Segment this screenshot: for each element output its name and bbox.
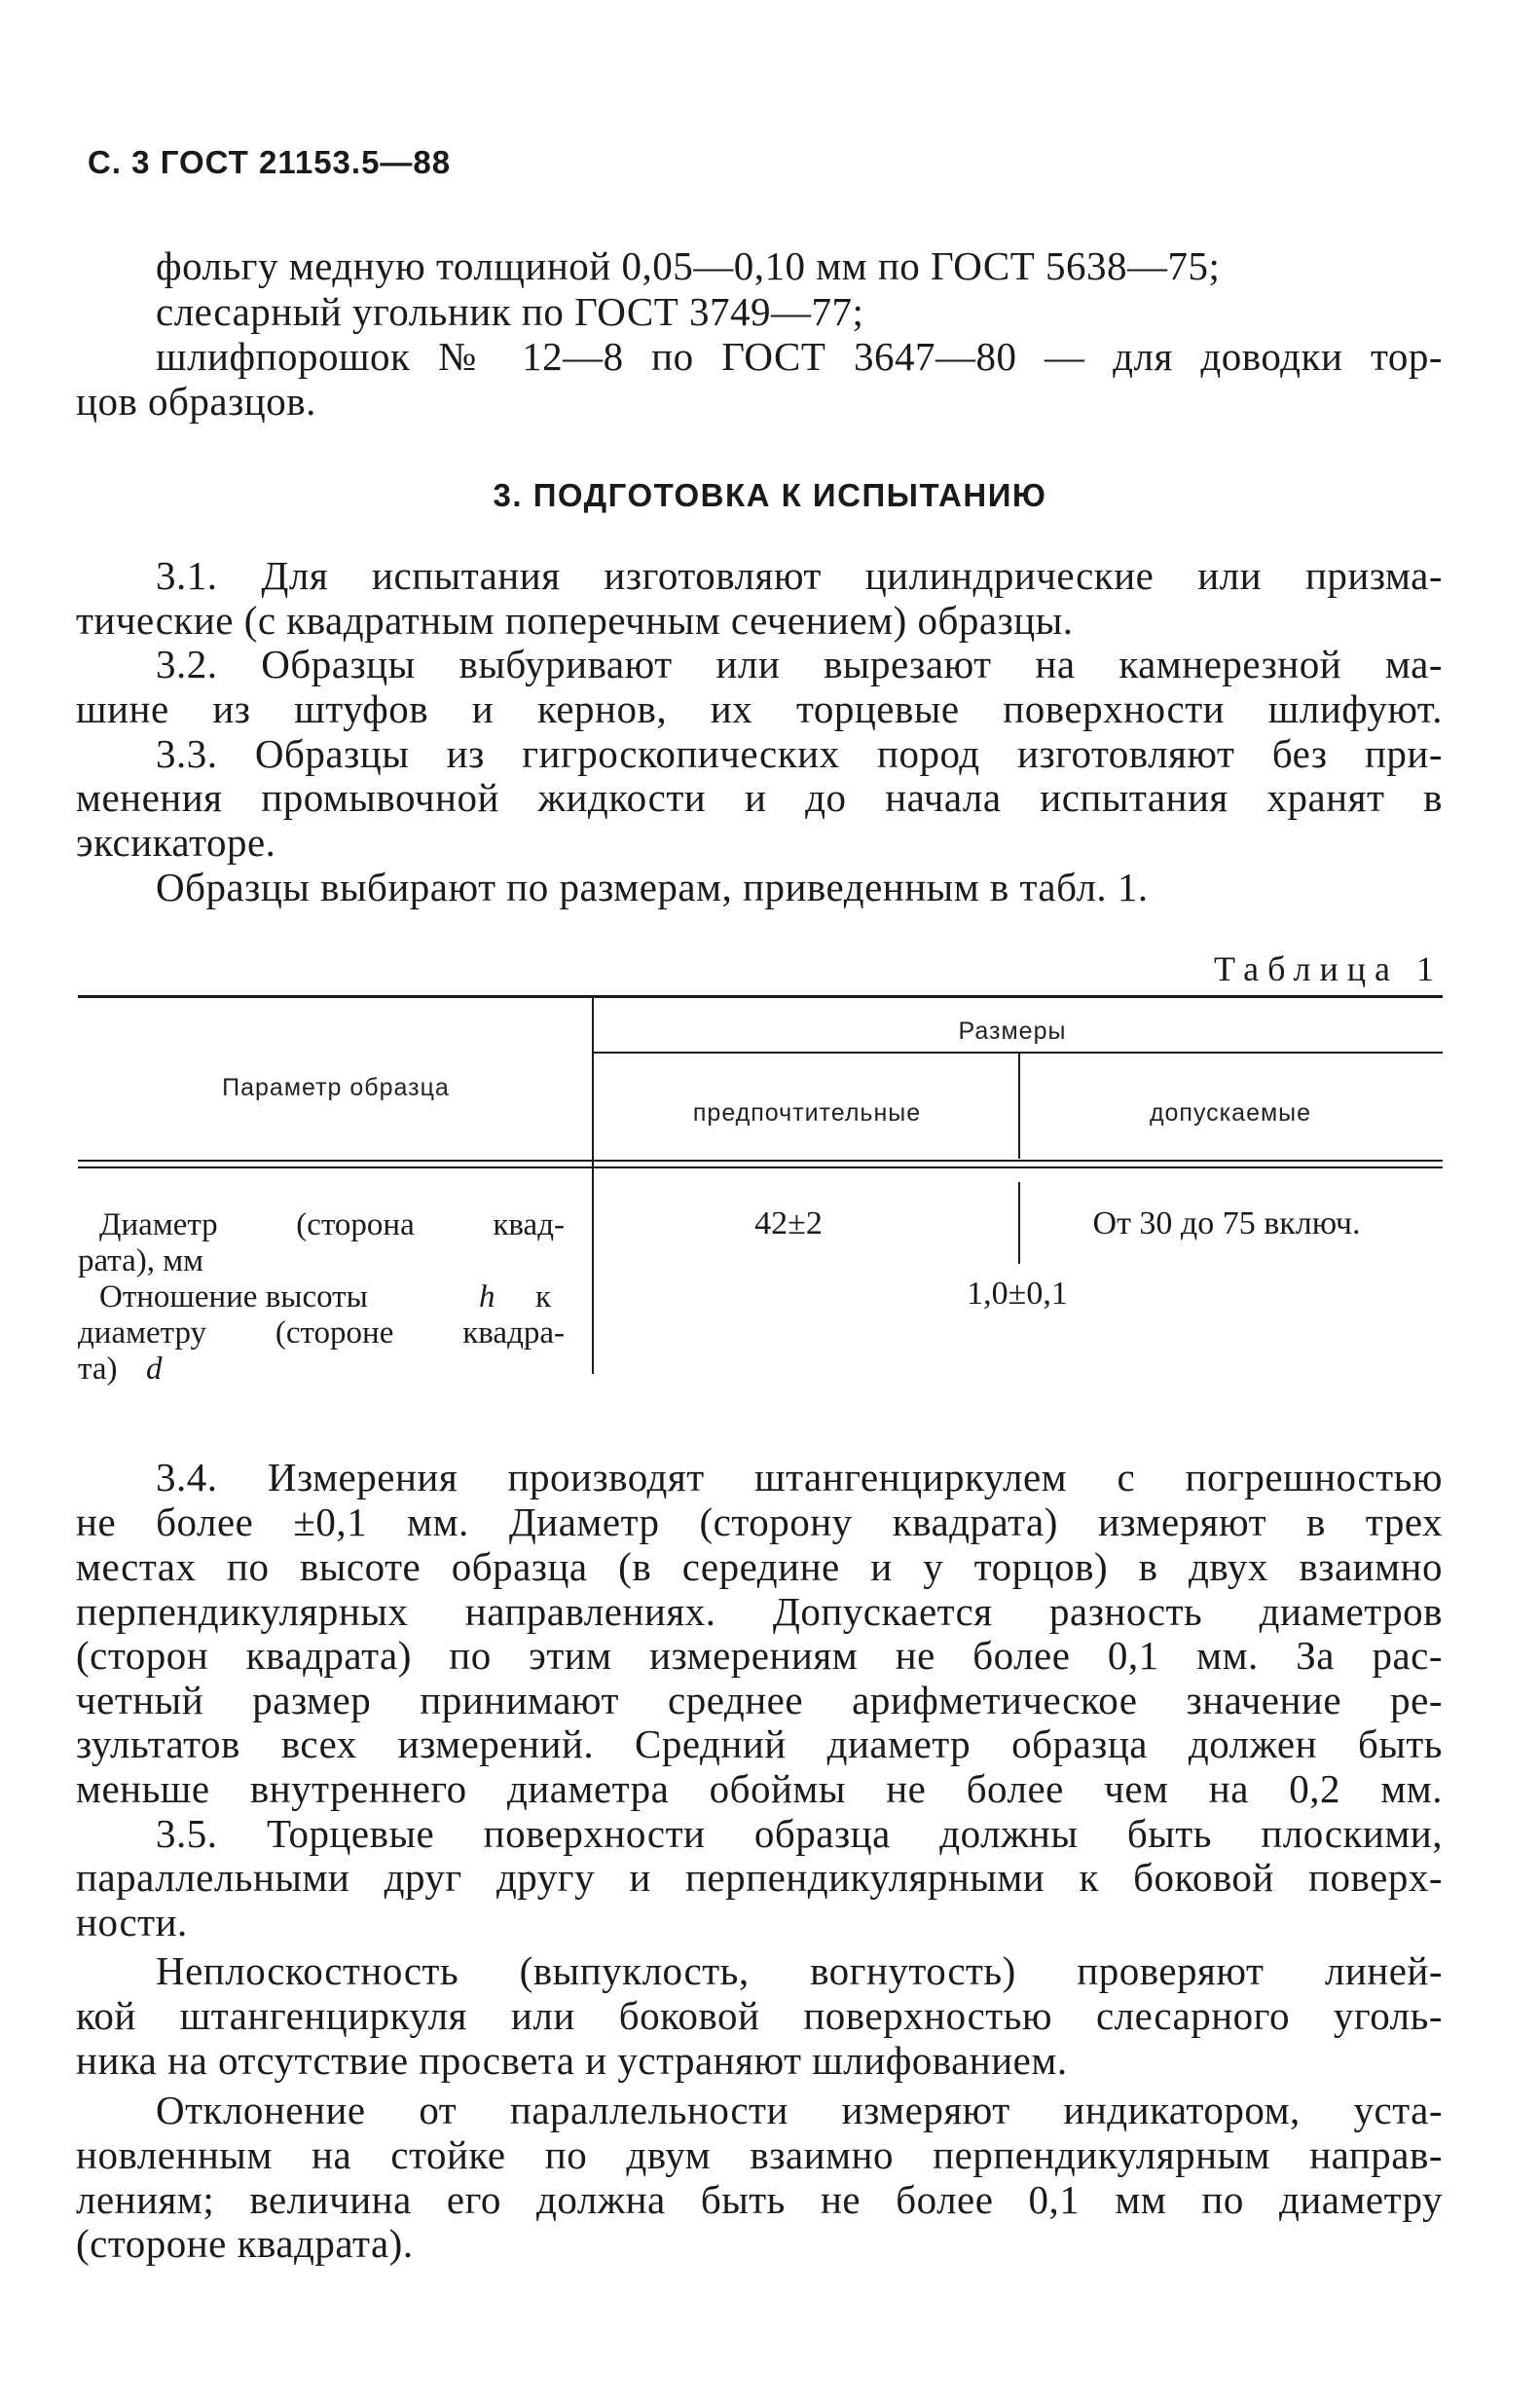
text-line: тические (с квадратным поперечным сечением) образцы.	[76, 598, 1074, 643]
text-line: цов образцов.	[76, 379, 316, 424]
text-line: (стороне квадрата).	[76, 2221, 414, 2266]
table-column-divider	[592, 998, 594, 1374]
text-line: ника на отсутствие просвета и устраняют шлифованием.	[76, 2038, 1068, 2083]
text-line: не более ±0,1 мм. Диаметр (сторону квадрата) измеряют в трех	[76, 1499, 1443, 1544]
row1-divider	[1018, 1182, 1020, 1264]
text-line: 3.1. Для испытания изготовляют цилиндрические или призма-	[156, 553, 1443, 598]
text-line: параллельными друг другу и перпендикулярными к боковой поверх-	[76, 1855, 1443, 1900]
row2-param-h: h	[479, 1279, 495, 1314]
row2-param-line: к	[535, 1279, 552, 1314]
section-title: 3. ПОДГОТОВКА К ИСПЫТАНИЮ	[493, 477, 1047, 513]
text-line: зультатов всех измерений. Средний диаметр образца должен быть	[76, 1721, 1443, 1766]
text-line: (сторон квадрата) по этим измерениям не более 0,1 мм. За рас-	[76, 1633, 1443, 1678]
text-line: лениям; величина его должна быть не более 0,1 мм по диаметру	[76, 2177, 1443, 2222]
header-sub-divider	[1018, 1054, 1020, 1159]
running-header: С. 3 ГОСТ 21153.5—88	[88, 144, 452, 180]
table-top-rule	[78, 995, 1443, 998]
row1-param-line: рата), мм	[78, 1243, 204, 1278]
row2-param-line: та)	[78, 1351, 118, 1387]
text-line: 3.4. Измерения производят штангенциркулем с погрешностью	[156, 1455, 1443, 1499]
header-param: Параметр образца	[222, 1074, 450, 1101]
header-sizes: Размеры	[958, 1018, 1067, 1045]
row2-param-line: Отношение высоты	[99, 1279, 368, 1314]
row1-param-line: Диаметр (сторона квад-	[99, 1207, 565, 1242]
header-bottom-rule	[78, 1160, 1443, 1162]
text-line: ности.	[76, 1900, 188, 1944]
table-caption: Таблица 1	[1214, 949, 1443, 988]
text-line: эксикаторе.	[76, 820, 276, 865]
text-line: четный размер принимают среднее арифметическое значение ре-	[76, 1678, 1443, 1722]
row1-preferred: 42±2	[754, 1205, 823, 1241]
text-line: 3.5. Торцевые поверхности образца должны быть плоскими,	[156, 1811, 1443, 1856]
text-line: фольгу медную толщиной 0,05—0,10 мм по ГОСТ 5638—75;	[156, 243, 1221, 288]
row2-value: 1,0±0,1	[967, 1276, 1068, 1312]
row2-param-d: d	[146, 1351, 163, 1387]
header-preferred: предпочтительные	[692, 1099, 922, 1127]
text-line: кой штангенциркуля или боковой поверхностью слесарного уголь-	[76, 1993, 1443, 2038]
text-line: шине из штуфов и кернов, их торцевые поверхности шлифуют.	[76, 686, 1443, 731]
header-bottom-rule-2	[78, 1166, 1443, 1168]
text-line: меньше внутреннего диаметра обоймы не более чем на 0,2 мм.	[76, 1766, 1443, 1811]
text-line: слесарный угольник по ГОСТ 3749—77;	[156, 289, 864, 334]
text-line: менения промывочной жидкости и до начала испытания хранят в	[76, 775, 1443, 820]
row2-param-line: диаметру (стороне квадра-	[78, 1315, 565, 1351]
text-line: 3.2. Образцы выбуривают или вырезают на камнерезной ма-	[156, 642, 1443, 686]
text-line: Неплоскостность (выпуклость, вогнутость) проверяют линей-	[156, 1948, 1443, 1993]
text-line: Отклонение от параллельности измеряют индикатором, уста-	[156, 2088, 1443, 2132]
text-line: новленным на стойке по двум взаимно перпендикулярным направ-	[76, 2132, 1443, 2177]
text-line: 3.3. Образцы из гигроскопических пород изготовляют без при-	[156, 731, 1443, 776]
header-allowed: допускаемые	[1149, 1099, 1312, 1127]
text-line: перпендикулярных направлениях. Допускается разность диаметров	[76, 1589, 1443, 1634]
row1-allowed: От 30 до 75 включ.	[1092, 1205, 1361, 1241]
text-line: местах по высоте образца (в середине и у торцов) в двух взаимно	[76, 1544, 1443, 1589]
text-line: шлифпорошок № 12—8 по ГОСТ 3647—80 — для доводки тор-	[156, 334, 1443, 379]
text-line: Образцы выбирают по размерам, приведенным в табл. 1.	[156, 865, 1149, 909]
